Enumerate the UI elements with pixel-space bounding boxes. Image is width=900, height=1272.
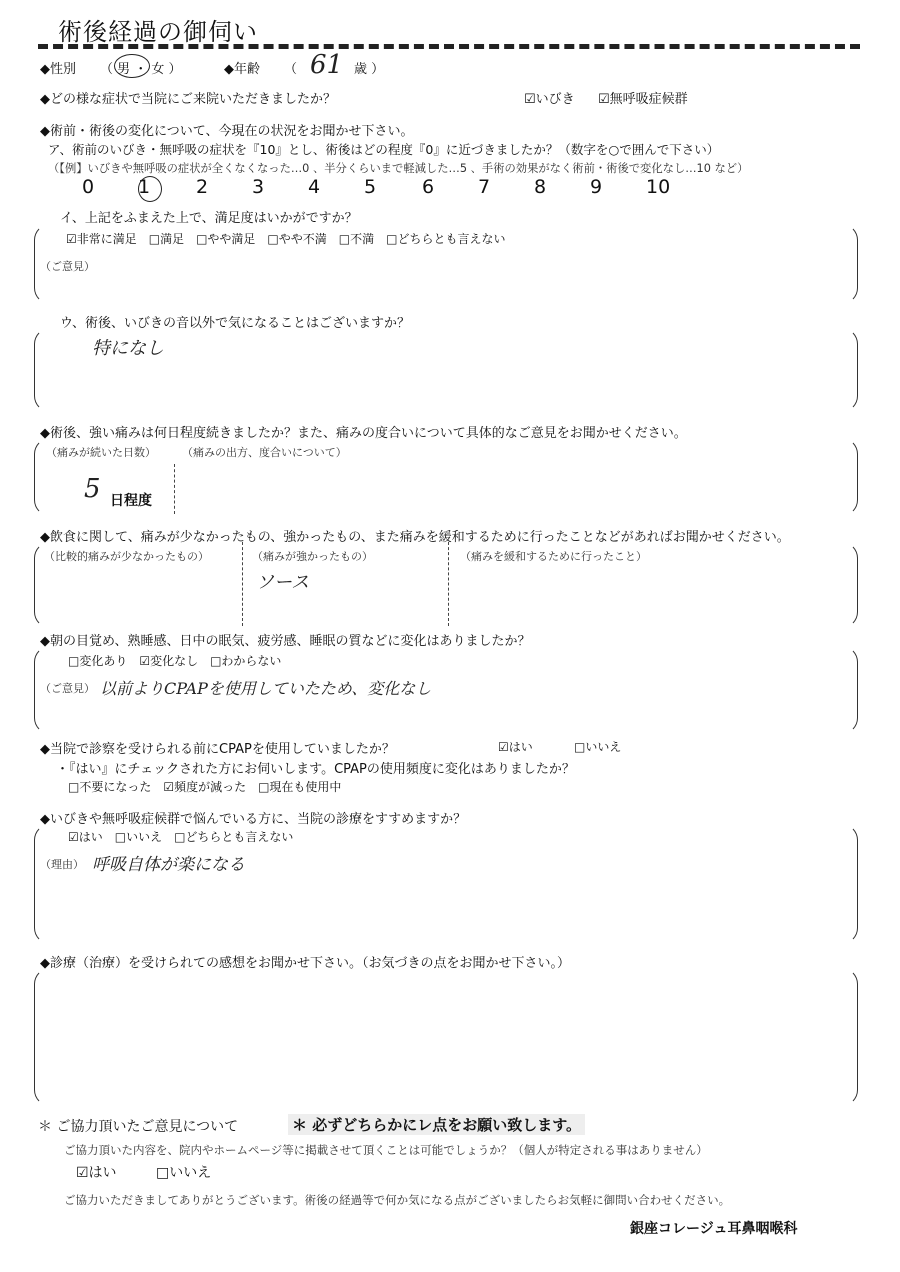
impression-question: ◆診療（治療）を受けられての感想をお聞かせ下さい。（お気づきの点をお聞かせ下さい。）: [40, 956, 570, 971]
footer-yes-checkbox[interactable]: ☑はい: [76, 1165, 117, 1181]
pain-divider: [174, 464, 175, 514]
clinic-name: 銀座コレージュ耳鼻咽喉科: [630, 1221, 798, 1237]
scale-number[interactable]: 6: [422, 176, 435, 198]
footer-note-1: ＊ ご協力頂いたご意見について: [38, 1119, 239, 1135]
gender-selected-circle: [114, 54, 150, 78]
cpap-question: ◆当院で診察を受けられる前にCPAPを使用していましたか？: [40, 742, 395, 757]
satisfaction-question: イ、上記をふまえた上で、満足度はいかがですか？: [60, 211, 358, 226]
scale-number[interactable]: 8: [534, 176, 547, 198]
footer-question: ご協力頂いた内容を、院内やホームページ等に掲載させて頂くことは可能でしょうか？（個人が特定される事はありません）: [64, 1143, 708, 1157]
change-question-a: ア、術前のいびき・無呼吸の症状を『10』とし、術後はどの程度『0』に近づきましたか？（数字を○で囲んで下さい）: [48, 142, 720, 157]
cpap-yes-checkbox[interactable]: ☑はい: [498, 740, 533, 754]
pain-degree-label: （痛みの出方、度合いについて）: [182, 446, 347, 459]
scale-number[interactable]: 5: [364, 176, 377, 198]
scale-number[interactable]: 7: [478, 176, 491, 198]
change-question: ◆術前・術後の変化について、今現在の状況をお聞かせ下さい。: [40, 124, 414, 139]
other-question: ウ、術後、いびきの音以外で気になることはございますか？: [60, 316, 410, 331]
scale-number[interactable]: 3: [252, 176, 265, 198]
pain-question: ◆術後、強い痛みは何日程度続きましたか？また、痛みの度合いについて具体的なご意見をお聞かせください。: [40, 426, 687, 441]
pain-days-label: （痛みが続いた日数）: [46, 446, 156, 459]
food-divider-1: [242, 542, 243, 626]
recommend-options[interactable]: ☑はい □いいえ □どちらとも言えない: [68, 830, 294, 844]
symptom-snoring-checkbox[interactable]: ☑いびき: [524, 92, 575, 107]
footer-note-2: ＊ 必ずどちらかにレ点をお願い致します。: [288, 1114, 585, 1135]
morning-opinion-label: （ご意見）: [40, 682, 95, 695]
age-close: 歳 ）: [354, 62, 385, 77]
satisfaction-opinion-label: （ご意見）: [40, 260, 95, 273]
pain-box: [34, 438, 858, 516]
change-example: （【例】いびきや無呼吸の症状が全くなくなった…0 、半分くらいまで軽減した…5 、手術の効果がなく術前・術後で変化なし…10 など）: [48, 162, 749, 175]
gender-label: ◆性別: [40, 62, 76, 77]
scale-number[interactable]: 0: [82, 176, 95, 198]
food-divider-2: [448, 542, 449, 626]
age-value[interactable]: 61: [310, 50, 344, 80]
recommend-question: ◆いびきや無呼吸症候群で悩んでいる方に、当院の診療をすすめますか？: [40, 812, 467, 827]
morning-question: ◆朝の目覚め、熟睡感、日中の眠気、疲労感、睡眠の質などに変化はありましたか？: [40, 634, 531, 649]
food-strong-value[interactable]: ソース: [256, 572, 310, 593]
pain-days-value[interactable]: 5: [84, 474, 101, 504]
scale-number[interactable]: 1: [138, 176, 151, 198]
symptom-question: ◆どの様な症状で当院にご来院いただきましたか？: [40, 92, 336, 107]
pain-days-unit: 日程度: [110, 493, 152, 509]
food-less-label: （比較的痛みが少なかったもの）: [44, 550, 209, 563]
scale-number[interactable]: 2: [196, 176, 209, 198]
satisfaction-options[interactable]: ☑非常に満足 □満足 □やや満足 □やや不満 □不満 □どちらとも言えない: [66, 232, 506, 246]
food-strong-label: （痛みが強かったもの）: [252, 550, 373, 563]
food-relief-label: （痛みを緩和するために行ったこと）: [460, 550, 647, 563]
age-open: （: [284, 62, 298, 77]
reason-value[interactable]: 呼吸自体が楽になる: [92, 855, 245, 875]
cpap-freq-options[interactable]: □不要になった ☑頻度が減った □現在も使用中: [68, 780, 342, 794]
gender-options[interactable]: （ 男 ・ 女 ）: [100, 62, 182, 77]
cpap-no-checkbox[interactable]: □いいえ: [574, 740, 622, 754]
footer-no-checkbox[interactable]: □いいえ: [156, 1165, 212, 1181]
age-label: ◆年齢: [224, 62, 260, 77]
other-answer[interactable]: 特になし: [92, 338, 164, 359]
reason-label: （理由）: [40, 858, 84, 871]
scale-number[interactable]: 4: [308, 176, 321, 198]
footer-thanks: ご協力いただきましてありがとうございます。術後の経過等で何か気になる点がございましたらお気軽に御問い合わせください。: [64, 1193, 731, 1207]
scale-number[interactable]: 9: [590, 176, 603, 198]
morning-opinion[interactable]: 以前よりCPAPを使用していたため、変化なし: [100, 679, 432, 698]
scale-selected-circle: [138, 176, 162, 202]
symptom-apnea-checkbox[interactable]: ☑無呼吸症候群: [598, 92, 688, 107]
food-question: ◆飲食に関して、痛みが少なかったもの、強かったもの、また痛みを緩和するために行ったことなどがあればお聞かせください。: [40, 530, 790, 545]
title-divider: [38, 44, 860, 49]
morning-options[interactable]: □変化あり ☑変化なし □わからない: [68, 654, 282, 668]
impression-box: [34, 968, 858, 1106]
cpap-freq-question: ・『はい』にチェックされた方にお伺いします。CPAPの使用頻度に変化はありましたか？: [56, 762, 575, 777]
page-title: 術後経過の御伺い: [58, 18, 258, 46]
scale-number[interactable]: 10: [646, 176, 671, 198]
